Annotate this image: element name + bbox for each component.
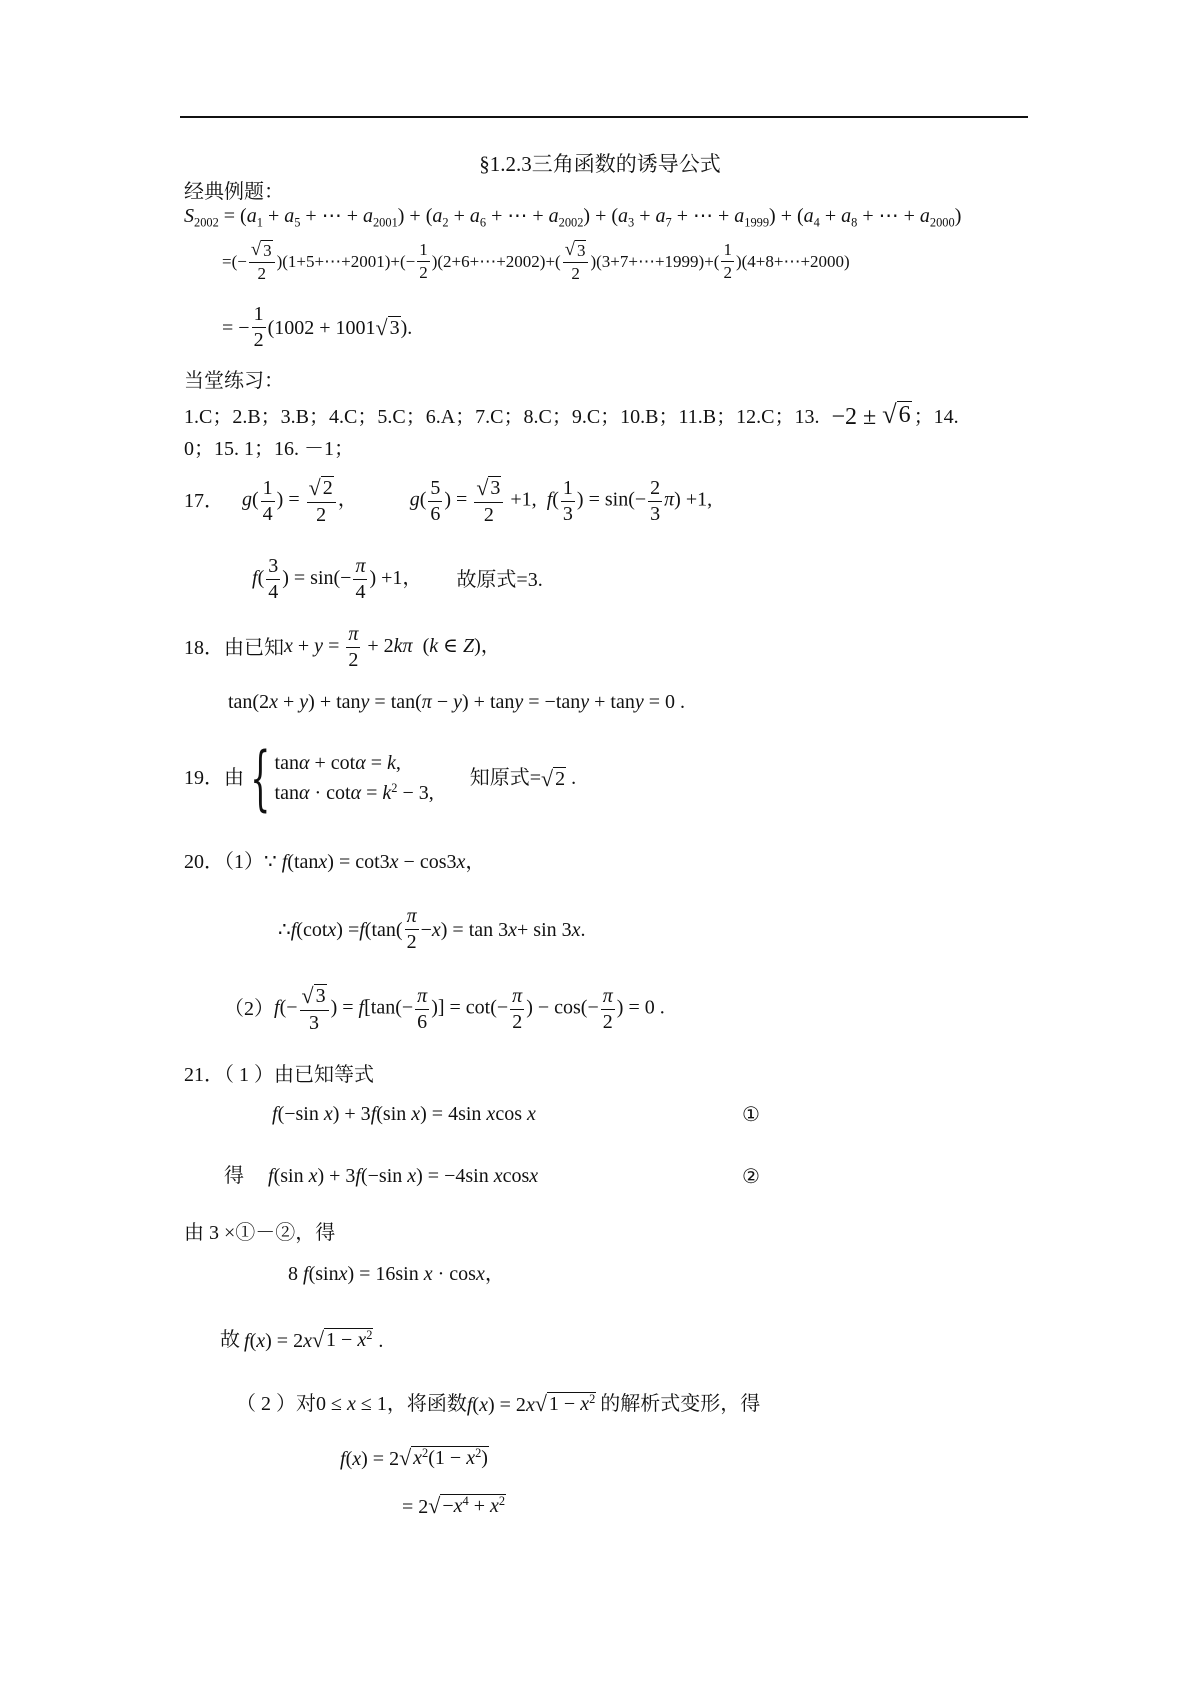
problem-21b-line: （ 2 ）对 0 ≤ x ≤ 1 ，将函数 f(x) = 2x √ $1 - x^2$ 的解析式变形，得 (236, 1391, 761, 1416)
problem-21-eq3: 8 f(sinx) = 16sin x · cosx， (288, 1263, 505, 1285)
answers-line-2: 0；15. 1；16. －1； (184, 438, 354, 460)
problem-17-line-2: f( $\frac{3}{4}$ ) = sin(− $\frac{\pi}{4}$ ) +1， 故原式=3. (252, 555, 543, 603)
problem-19-conclusion: 知原式= (469, 767, 542, 789)
problem-21-result: 故 f(x) = 2x √ $1 - x^2$ . (220, 1327, 384, 1352)
gu-label: 故 (220, 1328, 240, 1351)
problem-19: 19．由 { tanα + cotα = k, $\tan\alpha \cdot \cot\alpha = k^2 - 3$, 知原式= √ 2 . (184, 737, 577, 819)
problem-21-eq1: f(−sin x) + 3f(sin x) = 4sin xcos x ① (272, 1102, 760, 1126)
problem-19-label: 19．由 (184, 767, 244, 789)
problem-17-label: 17． (184, 490, 224, 512)
header-rule (180, 116, 1028, 118)
answer-13-formula: −2 ± √ 6 (831, 399, 911, 430)
problem-21b-tail: 的解析式变形，得 (600, 1392, 761, 1415)
problem-20-line-1: 20．（1） ∵ f(tanx) = cot3x − cos3x， (184, 851, 486, 873)
answers-list-1-tail: ；14. (913, 406, 959, 428)
problem-18-line-2: tan(2x + y) + tany = tan(π − y) + tany = −tany + tany = 0 . (228, 691, 686, 713)
formula-s2002-result: = − $\frac{1}{2}$ (1002 + 1001 √ 3 ). (222, 303, 413, 351)
problem-17-conclusion: 故原式=3. (456, 568, 543, 591)
formula-s2002-expanded: =(− √ 3 2 )(1+5+⋯+2001)+(− $\frac{1}{2}$ )(2+6+⋯+2002)+( √ 3 2 )(3+7+⋯+1999)+( $\frac{1}{2}$ )(4+8+⋯+2000) (222, 239, 850, 283)
problem-18-label: 18．由已知 (184, 636, 284, 659)
problem-21b-label: （ 2 ）对 (236, 1392, 316, 1415)
page-title: §1.2.3三角函数的诱导公式 (479, 152, 721, 176)
problem-20-label: 20．（1） (184, 851, 264, 873)
problem-21b-mid: ，将函数 (386, 1392, 467, 1415)
problem-17-line-1: 17． g( $\frac{1}{4}$ ) = √ 2 2 ， g( $\frac{5}{6}$ ) = √ 3 2 +1, f( $\frac{1}{3}$ ) = sin(− $\frac{2}{3}$ π) +1, (184, 475, 713, 526)
problem-20-line-2: ∴ f (cot x ) = f (tan( $\frac{\pi}{2}$ − x ) = tan 3 x + sin 3 x . (278, 905, 586, 953)
section-practice: 当堂练习： (184, 370, 284, 392)
left-brace: { (250, 737, 271, 819)
problem-18-line-1: 18．由已知 x + y = $\frac{\pi}{2}$ + 2kπ (k ∈ Z)， (184, 623, 501, 671)
problem-20b-label: （2） (224, 998, 274, 1020)
de-label: 得 (224, 1165, 244, 1187)
problem-21-eq2: 得 f(sin x) + 3f(−sin x) = −4sin xcosx ② (224, 1164, 760, 1188)
circled-1-marker: ① (742, 1102, 760, 1126)
section-examples: 经典例题： (184, 181, 284, 203)
problem-21b-eq2: = 2 √ $-x^4 + x^2$ (402, 1493, 506, 1518)
answers-list-1: 1.C；2.B；3.B；4.C；5.C；6.A；7.C；8.C；9.C；10.B；11.B；12.C；13. (184, 406, 820, 428)
problem-20-line-3: （2） f(− √ 3 3 ) = f[tan(− $\frac{\pi}{6}$ )] = cot(− $\frac{\pi}{2}$ ) − cos(− $\frac{\pi}{2}$ ) = 0 . (224, 983, 665, 1034)
problem-21b-eq1: f(x) = 2 √ $x^2(1 - x^2)$ (340, 1445, 488, 1470)
formula-s2002: $S_{2002} = (a_1 + a_5$ + ⋯ + $a_{2001}) + (a_2 + a_6$ + ⋯ + $a_{2002}) + (a_3 + a_7$ + ⋯ + $a_{1999}) + (a_4 + a_8$ + ⋯ + $a_{2000}$) (184, 205, 962, 230)
circled-2-marker: ② (742, 1164, 760, 1188)
answers-line-1 (184, 400, 959, 429)
problem-21-label: 21．（ 1 ）由已知等式 (184, 1064, 374, 1086)
combine-label: 由 3 ×①－②，得 (184, 1222, 336, 1244)
